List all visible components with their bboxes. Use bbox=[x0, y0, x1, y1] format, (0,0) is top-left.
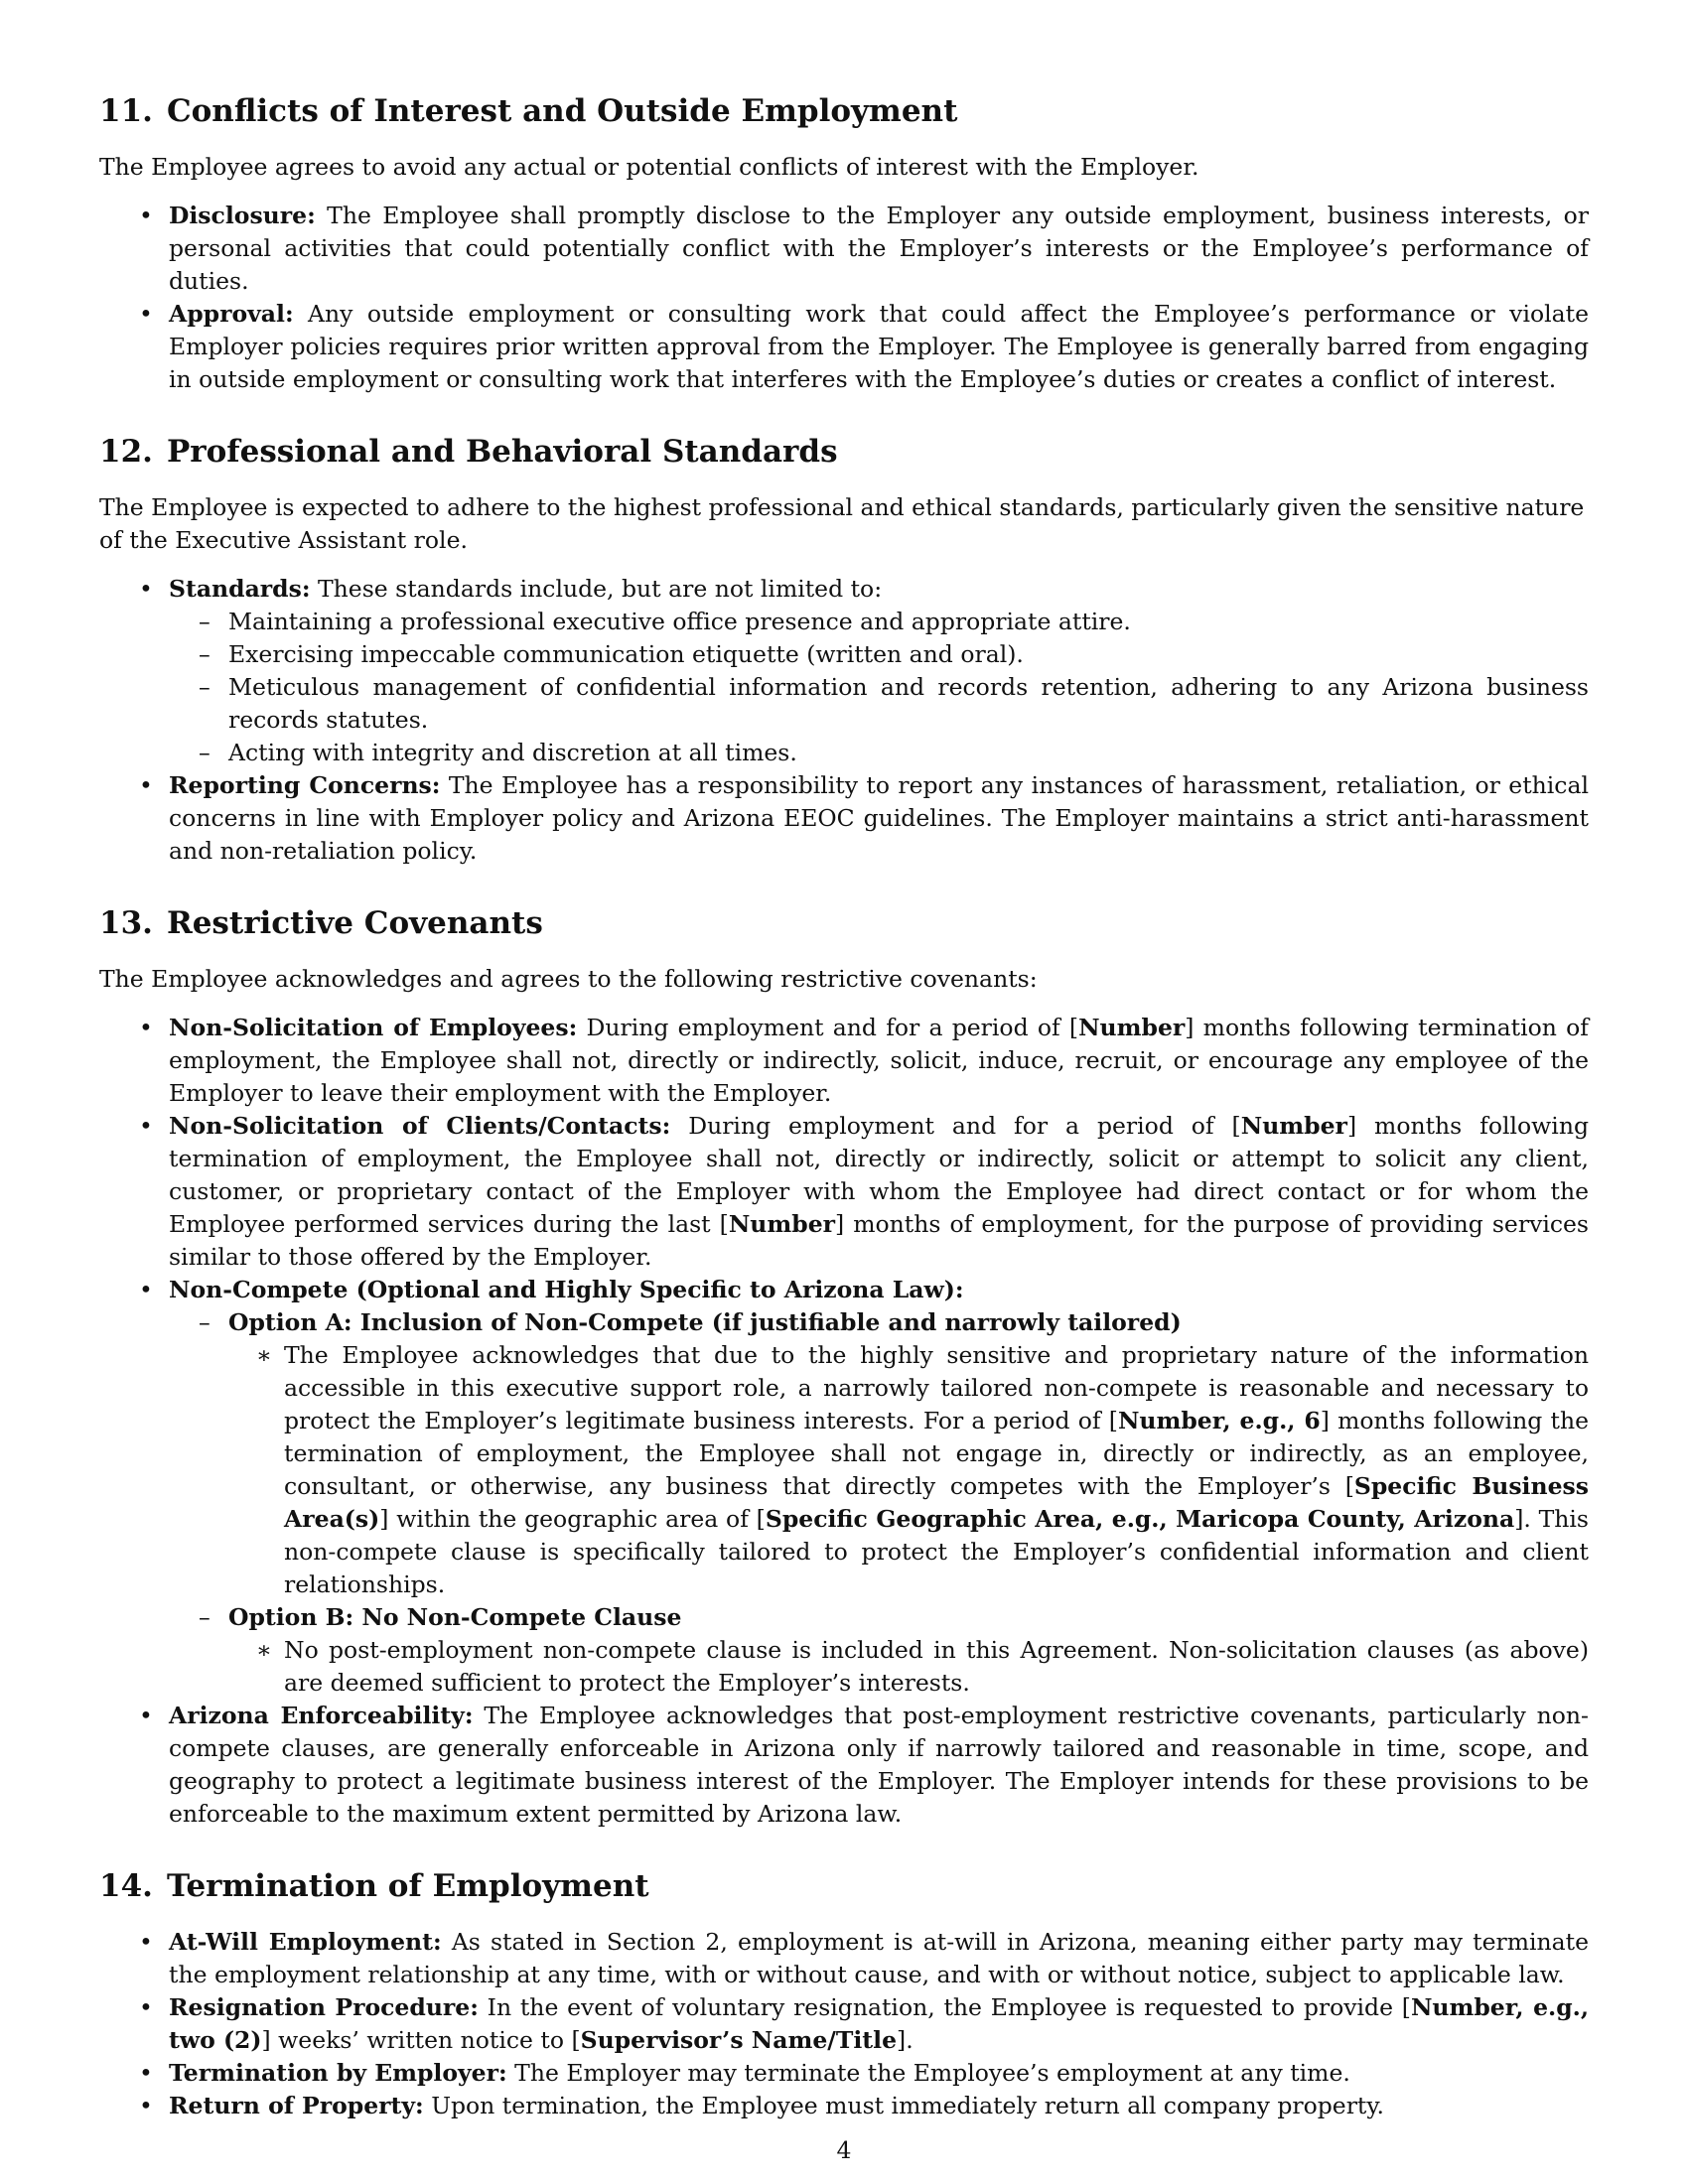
item-label: Reporting Concerns: bbox=[169, 771, 441, 799]
item-text: The Employee acknowledges that post-employment restrictive covenants, particularly non-compete clauses, are generally enforceable in Arizona only if narrowly tailored and reasonable in time, scope, and geography to protect a legitimate business interest of the Employer. The Employer intends for these provisions to be enforceable to the maximum extent permitted by Arizona law. bbox=[169, 1702, 1589, 1828]
item-label: Disclosure: bbox=[169, 202, 316, 229]
item-label: At-Will Employment: bbox=[169, 1928, 442, 1956]
item-text: ] weeks’ written notice to [ bbox=[261, 2026, 581, 2054]
item-text: The Employee shall promptly disclose to the Employer any outside employment, business interests, or personal activities that could potentially conflict with the Employer’s interests or the Employee’s performance of duties. bbox=[169, 202, 1589, 295]
sub-list-item: – Meticulous management of confidential information and records retention, adhering to any Arizona business records statutes. bbox=[169, 671, 1589, 737]
bullet-list bbox=[99, 573, 1589, 868]
item-text: These standards include, but are not limited to: bbox=[310, 575, 883, 603]
placeholder-field: Specific Geographic Area, e.g., Maricopa County, Arizona bbox=[765, 1505, 1515, 1533]
placeholder-field: Specific Business Area(s) bbox=[284, 1472, 1589, 1533]
page-number: 4 bbox=[836, 2136, 852, 2164]
option-label: Option A: Inclusion of Non-Compete (if justifiable and narrowly tailored) bbox=[228, 1308, 1182, 1336]
list-item bbox=[99, 2057, 1589, 2090]
section-14 bbox=[99, 1866, 1589, 2122]
item-text: During employment and for a period of [ bbox=[577, 1014, 1079, 1041]
item-text: Upon termination, the Employee must immediately return all company property. bbox=[423, 2092, 1385, 2119]
sub-sub-list-item bbox=[228, 1339, 1589, 1601]
item-label: Return of Property: bbox=[169, 2092, 424, 2119]
item-text: The Employer may terminate the Employee’s employment at any time. bbox=[506, 2059, 1350, 2087]
item-label: Non-Solicitation of Clients/Contacts: bbox=[169, 1112, 671, 1140]
item-label: Termination by Employer: bbox=[169, 2059, 507, 2087]
section-12 bbox=[99, 432, 1589, 868]
list-item bbox=[99, 1274, 1589, 1700]
item-text: Any outside employment or consulting work that could affect the Employee’s performance or violate Employer policies requires prior written approval from the Employer. The Employee is generally barred from engaging in outside employment or consulting work that interferes with the Employee’s duties or creates a conflict of interest. bbox=[169, 300, 1589, 393]
bullet-list bbox=[99, 1012, 1589, 1831]
sub-list bbox=[169, 606, 1589, 769]
placeholder-field: Number, e.g., two (2) bbox=[169, 1993, 1590, 2054]
section-title: Conflicts of Interest and Outside Employment bbox=[166, 93, 958, 129]
placeholder-field: Number bbox=[728, 1210, 836, 1238]
item-text: ]. This non-compete clause is specifically tailored to protect the Employer’s confidential information and client relationships. bbox=[284, 1505, 1589, 1598]
bullet-list bbox=[99, 1926, 1589, 2122]
list-item bbox=[99, 298, 1589, 396]
list-item bbox=[99, 2090, 1589, 2122]
section-number: 13. bbox=[99, 905, 153, 941]
list-item bbox=[99, 1012, 1589, 1110]
item-text: During employment and for a period of [ bbox=[670, 1112, 1241, 1140]
sub-list-item bbox=[169, 1306, 1589, 1601]
list-item bbox=[99, 1700, 1589, 1831]
sub-list-item: – Maintaining a professional executive office presence and appropriate attire. bbox=[169, 606, 1589, 638]
placeholder-field: Number bbox=[1240, 1112, 1347, 1140]
sub-sub-list bbox=[228, 1634, 1589, 1700]
sub-list-item bbox=[169, 1601, 1589, 1700]
section-11-heading bbox=[99, 91, 1589, 131]
section-intro: The Employee is expected to adhere to the highest professional and ethical standards, particularly given the sensitive nature of the Executive Assistant role. bbox=[99, 493, 1585, 554]
item-label: Resignation Procedure: bbox=[169, 1993, 479, 2021]
list-item bbox=[99, 1926, 1589, 1991]
list-item bbox=[99, 769, 1589, 868]
section-13 bbox=[99, 903, 1589, 1831]
item-text: The Employee has a responsibility to report any instances of harassment, retaliation, or ethical concerns in line with Employer policy and Arizona EEOC guidelines. The Employer maintains a strict anti-harassment and non-retaliation policy. bbox=[169, 771, 1589, 865]
sub-sub-list bbox=[228, 1339, 1589, 1601]
section-number: 11. bbox=[99, 93, 153, 129]
section-intro: The Employee acknowledges and agrees to the following restrictive covenants: bbox=[99, 965, 1038, 993]
bullet-list bbox=[99, 200, 1589, 396]
section-12-heading bbox=[99, 432, 1589, 472]
placeholder-field: Supervisor’s Name/Title bbox=[580, 2026, 898, 2054]
section-number: 12. bbox=[99, 434, 153, 470]
section-intro: The Employee agrees to avoid any actual or potential conflicts of interest with the Employer. bbox=[99, 153, 1199, 181]
item-text: ] months following termination of employment, the Employee shall not, directly or indirectly, solicit, induce, recruit, or encourage any employee of the Employer to leave their employment with the Employer. bbox=[169, 1014, 1589, 1107]
option-label: Option B: No Non-Compete Clause bbox=[228, 1603, 682, 1631]
placeholder-field: Number bbox=[1078, 1014, 1186, 1041]
item-text: As stated in Section 2, employment is at-will in Arizona, meaning either party may terminate the employment relationship at any time, with or without cause, and with or without notice, subject to applicable law. bbox=[169, 1928, 1590, 1988]
sub-list-item: – Acting with integrity and discretion at all times. bbox=[169, 737, 1589, 769]
list-item bbox=[99, 573, 1589, 769]
item-text: ] months following termination of employment, the Employee shall not, directly or indirectly, solicit or attempt to solicit any client, customer, or proprietary contact of the Employer with whom the Employee had direct contact or for whom the Employee performed services during the last [ bbox=[169, 1112, 1589, 1238]
section-title: Termination of Employment bbox=[166, 1868, 649, 1904]
item-label: Approval: bbox=[169, 300, 294, 328]
item-label: Non-Compete (Optional and Highly Specific to Arizona Law): bbox=[169, 1276, 964, 1303]
item-text: ] months following the termination of employment, the Employee shall not engage in, directly or indirectly, as an employee, consultant, or otherwise, any business that directly competes with the Employer’s [ bbox=[284, 1407, 1589, 1500]
sub-list bbox=[169, 1306, 1589, 1700]
item-label: Non-Solicitation of Employees: bbox=[169, 1014, 578, 1041]
item-text: ] within the geographic area of [ bbox=[379, 1505, 766, 1533]
placeholder-field: Number, e.g., 6 bbox=[1117, 1407, 1321, 1434]
section-number: 14. bbox=[99, 1868, 153, 1904]
item-text: ] months of employment, for the purpose of providing services similar to those offered by the Employer. bbox=[169, 1210, 1589, 1271]
item-text: The Employee acknowledges that due to the highly sensitive and proprietary nature of the information accessible in this executive support role, a narrowly tailored non-compete is reasonable and necessary to protect the Employer’s legitimate business interests. For a period of [ bbox=[284, 1341, 1589, 1434]
section-11 bbox=[99, 91, 1589, 396]
section-13-heading bbox=[99, 903, 1589, 943]
item-label: Arizona Enforceability: bbox=[169, 1702, 474, 1729]
item-label: Standards: bbox=[169, 575, 311, 603]
item-text: ]. bbox=[897, 2026, 914, 2054]
list-item bbox=[99, 1991, 1589, 2057]
section-title: Professional and Behavioral Standards bbox=[166, 434, 838, 470]
sub-list-item: – Exercising impeccable communication etiquette (written and oral). bbox=[169, 638, 1589, 671]
section-title: Restrictive Covenants bbox=[166, 905, 543, 941]
list-item bbox=[99, 1110, 1589, 1274]
section-14-heading bbox=[99, 1866, 1589, 1906]
item-text: In the event of voluntary resignation, the Employee is requested to provide [ bbox=[478, 1993, 1411, 2021]
list-item bbox=[99, 200, 1589, 298]
sub-sub-list-item: ∗ No post-employment non-compete clause is included in this Agreement. Non-solicitation clauses (as above) are deemed sufficient to protect the Employer’s interests. bbox=[228, 1634, 1589, 1700]
